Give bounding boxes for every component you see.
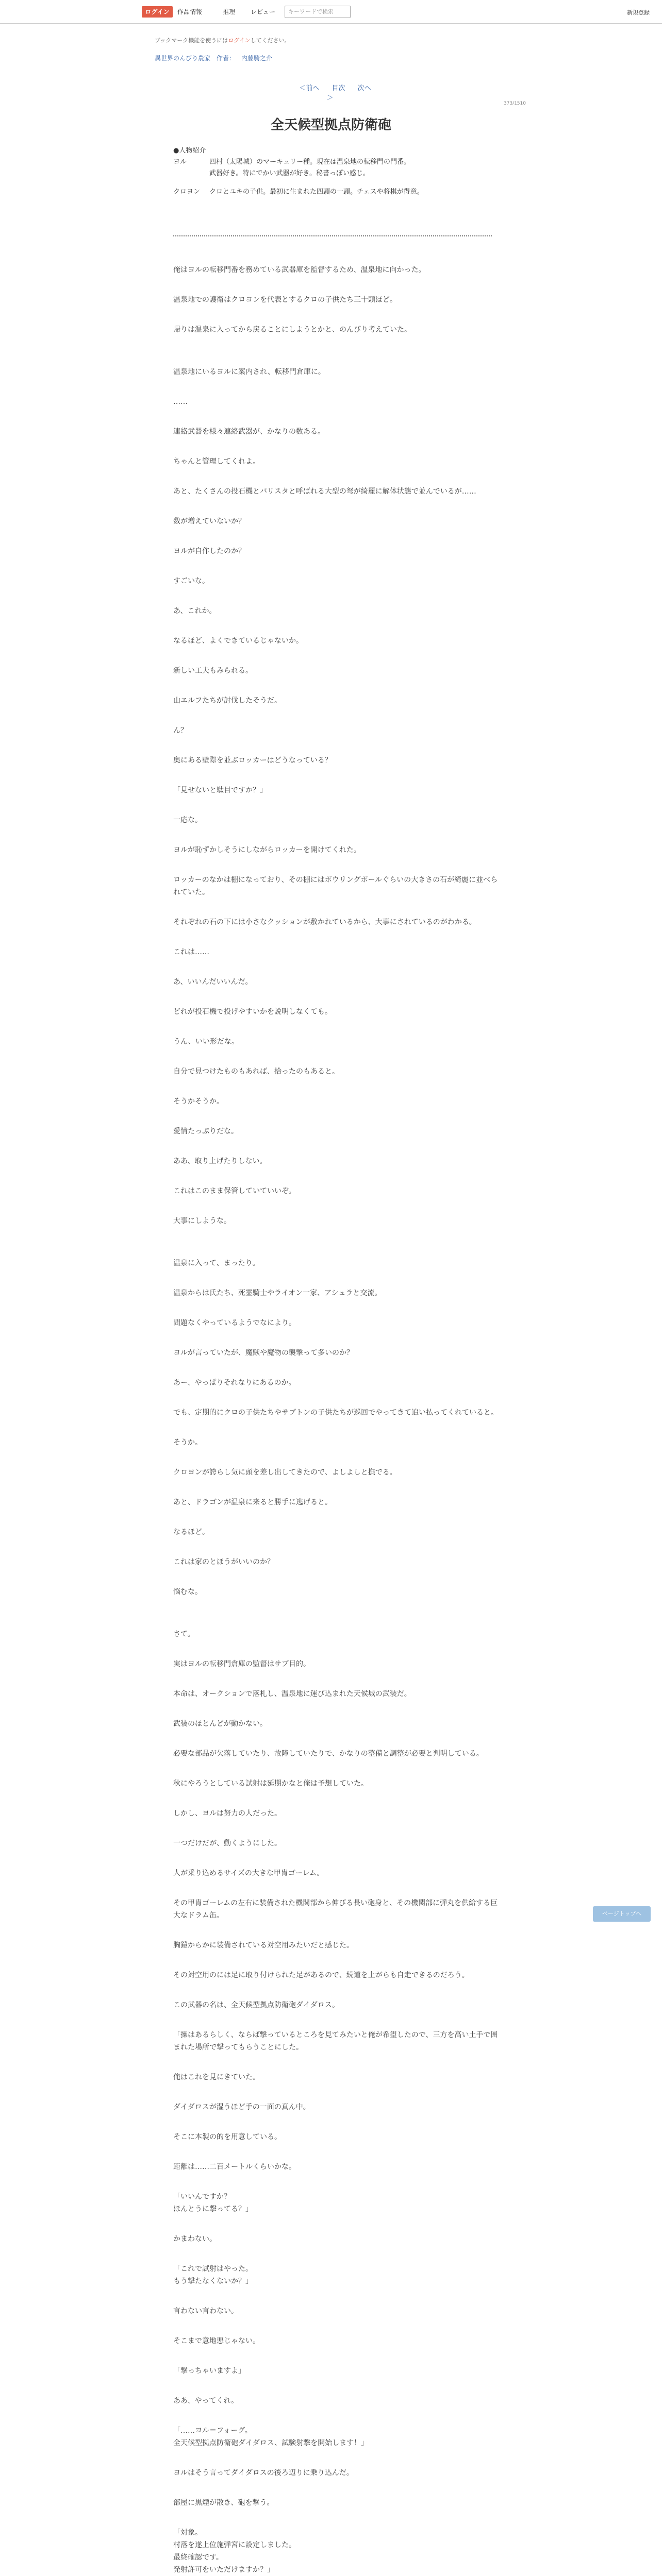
body-paragraph: 帰りは温泉に入ってから戻ることにしようとかと、のんびり考えていた。: [173, 326, 411, 334]
body-paragraph: ダイダロスが湿うほど手の一面の真ん中。: [173, 2103, 310, 2111]
chapter-title: 全天候型拠点防衛砲: [270, 117, 391, 133]
intro-row: [173, 157, 493, 179]
body-paragraph: 温泉からは氏たち、死霊騎士やライオン一家、アシュラと交流。: [173, 1289, 382, 1297]
character-intro: [173, 145, 493, 198]
body-paragraph: でも、定期的にクロの子供たちやサブトンの子供たちが巡回でやってきて追い払ってくれていると。: [173, 1409, 498, 1417]
body-paragraph: ああ、やってくれ。: [173, 2397, 239, 2405]
body-paragraph: あー、やっぱりそれなりにあるのか。: [173, 1379, 296, 1387]
body-paragraph: 俺はヨルの転移門番を務めている武器庫を監督するため、温泉地に向かった。: [173, 266, 426, 274]
body-paragraph: うん、いい形だな。: [173, 1038, 239, 1046]
body-paragraph: 「これで試射はやった。 もう撃たなくないか？」: [173, 2265, 253, 2285]
login-button[interactable]: ログイン: [142, 6, 173, 18]
body-paragraph: そこまで意地悪じゃない。: [173, 2337, 260, 2345]
body-paragraph: 温泉地にいるヨルに案内され、転移門倉庫に。: [173, 368, 325, 376]
body-paragraph: この武器の名は、全天候型拠点防衛砲ダイダロス。: [173, 2001, 340, 2009]
register-link[interactable]: 新規登録: [627, 9, 650, 16]
body-paragraph: しかし、ヨルは努力の人だった。: [173, 1809, 282, 1818]
body-paragraph: 数が増えていないか？: [173, 517, 245, 526]
body-paragraph: 実はヨルの転移門倉庫の監督はサブ目的。: [173, 1660, 310, 1668]
body-paragraph: かまわない。: [173, 2235, 217, 2243]
body-paragraph: 一つだけだが、動くようにした。: [173, 1839, 282, 1848]
search-input[interactable]: キーワードで検索: [285, 6, 351, 18]
body-paragraph: そうか。: [173, 1438, 202, 1447]
bookmark-note-after: してください。: [250, 37, 290, 44]
body-paragraph: 問題なくやっているようでなにより。: [173, 1319, 296, 1327]
body-paragraph: 新しい工夫もみられる。: [173, 667, 253, 675]
body-paragraph: 胸鎧からかに装備されている対空用みたいだと感じた。: [173, 1941, 354, 1950]
body-paragraph: 愛情たっぷりだな。: [173, 1127, 238, 1136]
intro-desc: 四村（太陽城）のマーキュリー種。現在は温泉地の転移門の門番。 武器好き。特にでかい武器が好き。秘書っぽい感じ。: [209, 158, 411, 177]
body-paragraph: 温泉に入って、まったり。: [173, 1259, 260, 1267]
author-link[interactable]: 内藤騎之介: [241, 55, 272, 62]
body-paragraph: その甲冑ゴーレムの左右に装備された機関部から伸びる長い砲身と、その機関部に弾丸を供給する巨大なドラム缶。: [173, 1899, 498, 1920]
body-paragraph: さて。: [173, 1630, 195, 1638]
body-paragraph: 「撃っちゃいますよ」: [173, 2367, 245, 2375]
body-paragraph: その対空用のには足に取り付けられた足があるので、続道を上がらも自走できるのだろう。: [173, 1971, 469, 1979]
body-paragraph: ヨルが言っていたが、魔獣や魔物の襲撃って多いのか？: [173, 1349, 354, 1357]
body-paragraph: これは……: [173, 948, 209, 956]
nav-review[interactable]: レビュー: [251, 8, 276, 15]
body-paragraph: あ、いいんだいいんだ。: [173, 978, 253, 986]
bookmark-login-link[interactable]: ログイン: [228, 37, 251, 44]
body-paragraph: なるほど。: [173, 1528, 209, 1536]
body-paragraph: 「見せないと駄目ですか？」: [173, 786, 267, 794]
body-paragraph: ……: [173, 398, 188, 406]
bookmark-note-before: ブックマーク機能を使うには: [155, 37, 228, 44]
intro-desc: クロとユキの子供。最初に生まれた四頭の一頭。チェスや将棋が得意。: [209, 188, 424, 196]
intro-row: [173, 187, 493, 198]
body-paragraph: 自分で見つけたものもあれば、拾ったのもあると。: [173, 1067, 339, 1076]
body-paragraph: 一応な。: [173, 816, 202, 824]
body-paragraph: 言わない言わない。: [173, 2307, 238, 2315]
body-paragraph: 「操はあるらしく、ならば撃っているところを見てみたいと俺が希望したので、三方を高い土手で囲まれた場所で撃ってもらうことにした。: [173, 2031, 498, 2052]
body-paragraph: これは家のとほうがいいのか？: [173, 1558, 274, 1566]
body-paragraph: 必要な部品が欠落していたり、故障していたりで、かなりの整備と調整が必要と判明している。: [173, 1750, 484, 1758]
body-paragraph: そうかそうか。: [173, 1097, 224, 1106]
body-paragraph: これはこのまま保管していていいぞ。: [173, 1187, 296, 1195]
chapter-body: [173, 264, 498, 2576]
body-paragraph: あと、たくさんの投石機とバリスタと呼ばれる大型の弩が綺麗に解体状態で並んでいるが……: [173, 487, 476, 496]
page-top-button[interactable]: ページトップへ: [593, 1906, 651, 1922]
body-paragraph: あ、これか。: [173, 607, 217, 615]
body-paragraph: ロッカーのなかは棚になっており、その棚にはボウリングボールぐらいの大きさの石が綺麗に並べられていた。: [173, 876, 498, 896]
body-paragraph: 秋にやろうとしている試射は延期かなと俺は予想していた。: [173, 1780, 368, 1788]
body-paragraph: 俺はこれを見にきていた。: [173, 2073, 260, 2081]
body-paragraph: 「対象。 村落を遂上位施弾宮に設定しました。 最終確認です。 発射許可をいただけますか？」: [173, 2529, 296, 2574]
novel-title-link[interactable]: 異世界のんびり農家: [155, 55, 211, 62]
body-paragraph: 山エルフたちが討伐したそうだ。: [173, 697, 282, 705]
page-number: 373/1510: [503, 101, 526, 106]
body-paragraph: それぞれの石の下には小さなクッションが敷かれているから、大事にされているのがわかる。: [173, 918, 476, 926]
body-paragraph: 部屋に黒煙が散き、砲を撃う。: [173, 2499, 274, 2507]
intro-heading: ●人物紹介: [173, 147, 206, 155]
body-paragraph: 本命は、オークションで落札し、温泉地に運び込まれた天候城の武装だ。: [173, 1690, 411, 1698]
body-paragraph: ヨルが自作したのか？: [173, 547, 245, 555]
breadcrumb: [155, 54, 276, 62]
body-paragraph: ん？: [173, 726, 188, 735]
bookmark-note: [155, 36, 290, 44]
body-paragraph: 連絡武器を様々連絡武器が、かなりの数ある。: [173, 428, 325, 436]
body-paragraph: 「……ヨル＝フォーグ。 全天候型拠点防衛砲ダイダロス、試験射撃を開始します！」: [173, 2427, 369, 2447]
body-paragraph: ヨルはそう言ってダイダロスの後ろ辺りに乗り込んだ。: [173, 2469, 354, 2477]
body-paragraph: あと、ドラゴンが温泉に来ると勝手に逃げると。: [173, 1498, 332, 1506]
body-paragraph: ヨルが恥ずかしそうにしながらロッカーを開けてくれた。: [173, 846, 361, 854]
prev-link[interactable]: ＜前へ: [299, 84, 320, 92]
nav-works[interactable]: 作品情報: [177, 8, 203, 15]
body-paragraph: 武装のほとんどが動かない。: [173, 1720, 267, 1728]
intro-name: ヨル: [173, 158, 187, 166]
body-paragraph: 悩むな。: [173, 1588, 202, 1596]
body-paragraph: 人が乗り込めるサイズの大きな甲冑ゴーレム。: [173, 1869, 324, 1877]
body-paragraph: どれが投石機で投げやすいかを説明しなくても。: [173, 1008, 332, 1016]
intro-name: クロヨン: [173, 188, 201, 196]
toc-link[interactable]: 目次: [332, 84, 345, 92]
body-paragraph: そこに本製の的を用意している。: [173, 2133, 282, 2141]
divider: [173, 235, 493, 236]
body-paragraph: 大事にしような。: [173, 1217, 231, 1225]
nav-popular[interactable]: 推理: [223, 8, 236, 15]
body-paragraph: 距離は……二百メートルくらいかな。: [173, 2163, 296, 2171]
author-label: 作者：: [216, 55, 235, 62]
body-paragraph: なるほど、よくできているじゃないか。: [173, 637, 303, 645]
body-paragraph: 奥にある壁際を並ぶロッカーはどうなっている？: [173, 756, 332, 765]
body-paragraph: クロヨンが誇らし気に頭を差し出してきたので、よしよしと撫でる。: [173, 1468, 397, 1477]
body-paragraph: 温泉地での護衛はクロヨンを代表とするクロの子供たち三十頭ほど。: [173, 296, 397, 304]
chapter-pager: [289, 82, 376, 102]
body-paragraph: すごいな。: [173, 577, 209, 585]
body-paragraph: 「いいんですか？ ほんとうに撃ってる？」: [173, 2193, 253, 2213]
body-paragraph: ちゃんと管理してくれよ。: [173, 457, 260, 466]
top-bar: [0, 0, 662, 24]
next-link[interactable]: 次へ＞: [326, 84, 371, 102]
body-paragraph: ああ、取り上げたりしない。: [173, 1157, 267, 1165]
